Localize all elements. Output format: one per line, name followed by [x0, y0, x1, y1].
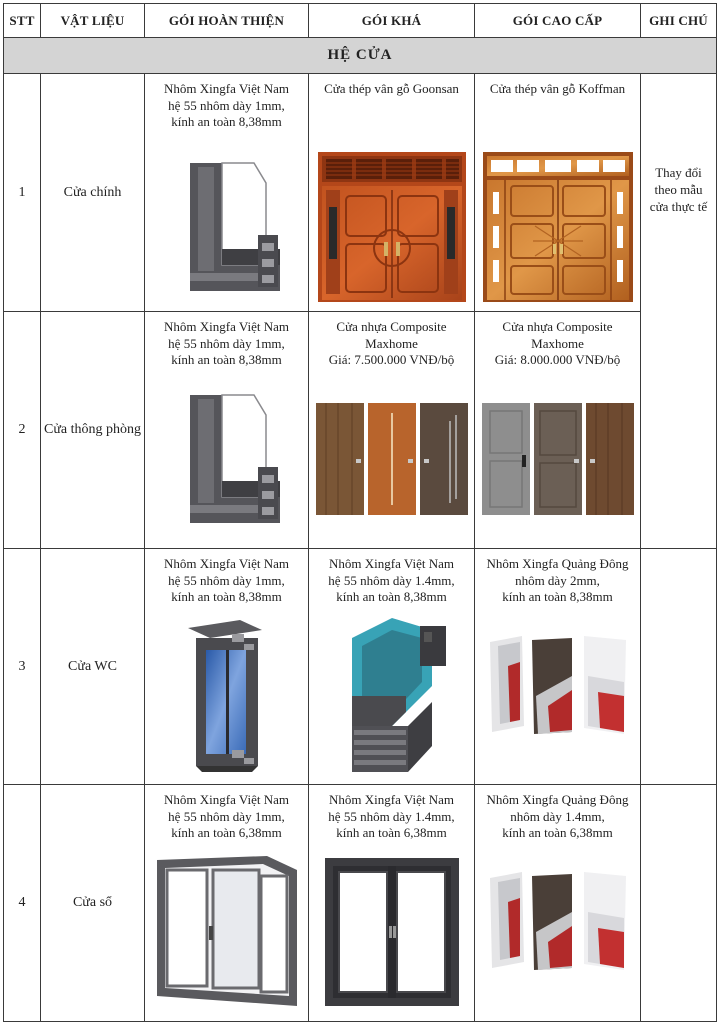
header-material: VẬT LIỆU	[41, 4, 145, 38]
description-line: Giá: 7.500.000 VNĐ/bộ	[328, 352, 455, 367]
description-line: kính an toàn 8,38mm	[171, 589, 282, 604]
package-description	[145, 312, 308, 369]
good-package-cell	[309, 785, 475, 1022]
description-line: Cửa thép vân gỗ Goonsan	[324, 81, 459, 96]
package-description	[475, 785, 640, 842]
section-row	[4, 38, 717, 74]
steel-double-door-image	[318, 152, 466, 302]
package-description	[309, 74, 474, 115]
description-line: kính an toàn 6,38mm	[171, 825, 282, 840]
row-material: Cửa sổ	[41, 785, 145, 1022]
aluminum-samples-image	[488, 872, 628, 972]
aluminum-profile-image	[162, 385, 292, 525]
description-line: kính an toàn 8,38mm	[171, 114, 282, 129]
aluminum-samples-image	[488, 636, 628, 736]
description-line: Nhôm Xingfa Quảng Đông	[486, 556, 629, 571]
header-row	[4, 4, 717, 38]
package-description	[309, 785, 474, 842]
header-basic-package: GÓI HOÀN THIỆN	[145, 4, 309, 38]
description-line: nhôm dày 1.4mm,	[510, 808, 605, 824]
steel-quad-door-image	[483, 152, 633, 302]
description-line: hệ 55 nhôm dày 1.4mm,	[328, 572, 455, 588]
table-row	[4, 549, 717, 785]
row-material: Cửa thông phòng	[41, 312, 145, 549]
note-line: Thay đổi	[655, 165, 702, 180]
description-line: hệ 55 nhôm dày 1mm,	[168, 572, 285, 588]
premium-package-cell	[475, 74, 641, 312]
description-line: Cửa nhựa Composite	[336, 319, 447, 334]
description-line: hệ 55 nhôm dày 1.4mm,	[328, 808, 455, 824]
good-package-cell	[309, 74, 475, 312]
table-row	[4, 312, 717, 549]
description-line: Cửa thép vân gỗ Koffman	[489, 81, 626, 96]
description-line: Nhôm Xingfa Việt Nam	[164, 556, 289, 571]
note-cell-empty	[641, 785, 717, 1022]
row-number: 2	[4, 312, 41, 549]
basic-package-cell	[145, 74, 309, 312]
row-material: Cửa WC	[41, 549, 145, 785]
casement-window-image	[325, 858, 459, 1006]
header-good-package: GÓI KHÁ	[309, 4, 475, 38]
row-number: 4	[4, 785, 41, 1022]
package-description	[145, 74, 308, 131]
header-premium-package: GÓI CAO CẤP	[475, 4, 641, 38]
description-line: Nhôm Xingfa Quảng Đông	[486, 792, 629, 807]
composite-doors-image	[316, 403, 468, 515]
premium-package-cell	[475, 312, 641, 549]
row-number: 1	[4, 74, 41, 312]
description-line: Nhôm Xingfa Việt Nam	[164, 792, 289, 807]
description-line: kính an toàn 6,38mm	[502, 825, 613, 840]
aluminum-profile-blue-image	[332, 616, 452, 772]
description-line: hệ 55 nhôm dày 1mm,	[168, 335, 285, 351]
note-line: theo mẫu	[654, 182, 703, 197]
row-material: Cửa chính	[41, 74, 145, 312]
door-system-table	[3, 3, 717, 1022]
basic-package-cell	[145, 312, 309, 549]
description-line: Nhôm Xingfa Việt Nam	[329, 792, 454, 807]
description-line: Nhôm Xingfa Việt Nam	[329, 556, 454, 571]
premium-package-cell	[475, 785, 641, 1022]
note-line: cửa thực tế	[649, 199, 708, 214]
note-cell	[641, 74, 717, 549]
table-row	[4, 74, 717, 312]
package-description	[475, 549, 640, 606]
section-title: HỆ CỬA	[4, 38, 717, 74]
package-description	[475, 74, 640, 115]
description-line: Nhôm Xingfa Việt Nam	[164, 81, 289, 96]
description-line: Giá: 8.000.000 VNĐ/bộ	[494, 352, 621, 367]
package-description	[309, 549, 474, 606]
description-line: nhôm dày 2mm,	[515, 572, 600, 588]
description-line: hệ 55 nhôm dày 1mm,	[168, 97, 285, 113]
note-cell-empty	[641, 549, 717, 785]
table-row	[4, 785, 717, 1022]
package-description	[145, 785, 308, 842]
premium-package-cell	[475, 549, 641, 785]
description-line: Maxhome	[365, 335, 418, 351]
description-line: kính an toàn 6,38mm	[336, 825, 447, 840]
aluminum-profile-image	[162, 153, 292, 293]
package-description	[475, 312, 640, 369]
description-line: Cửa nhựa Composite	[502, 319, 613, 334]
good-package-cell	[309, 549, 475, 785]
composite-doors-image	[482, 403, 634, 515]
basic-package-cell	[145, 785, 309, 1022]
good-package-cell	[309, 312, 475, 549]
description-line: Maxhome	[531, 335, 584, 351]
aluminum-glass-section-image	[182, 620, 272, 772]
package-description	[145, 549, 308, 606]
header-stt: STT	[4, 4, 41, 38]
header-note: GHI CHÚ	[641, 4, 717, 38]
description-line: hệ 55 nhôm dày 1mm,	[168, 808, 285, 824]
description-line: kính an toàn 8,38mm	[171, 352, 282, 367]
row-number: 3	[4, 549, 41, 785]
sliding-window-image	[157, 856, 297, 1006]
basic-package-cell	[145, 549, 309, 785]
description-line: Nhôm Xingfa Việt Nam	[164, 319, 289, 334]
description-line: kính an toàn 8,38mm	[502, 589, 613, 604]
package-description	[309, 312, 474, 369]
description-line: kính an toàn 8,38mm	[336, 589, 447, 604]
